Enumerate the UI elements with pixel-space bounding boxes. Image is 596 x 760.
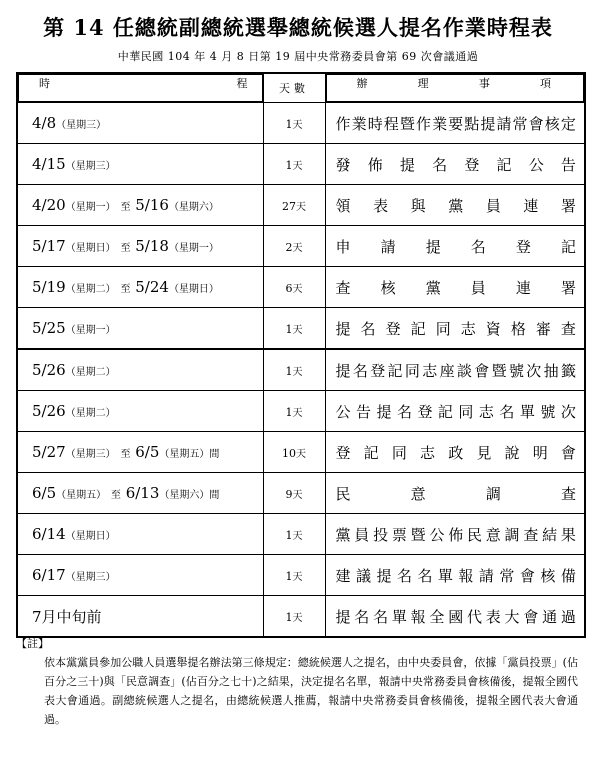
task-cell bbox=[325, 103, 585, 144]
days-number: 1 bbox=[285, 322, 293, 336]
start-date: 5/26 bbox=[32, 361, 66, 379]
period-cell bbox=[17, 144, 263, 185]
range-separator: 至 bbox=[120, 243, 131, 254]
end-date: 6/13 bbox=[125, 484, 160, 502]
header-period bbox=[18, 74, 263, 102]
footnote bbox=[16, 634, 584, 729]
end-weekday: （星期六） bbox=[168, 202, 219, 213]
days-cell bbox=[263, 514, 325, 555]
start-date: 5/27 bbox=[32, 443, 66, 461]
days-number: 1 bbox=[285, 158, 293, 172]
task-cell bbox=[325, 391, 585, 432]
period-cell bbox=[17, 432, 263, 473]
header-items-char: 事 bbox=[478, 77, 490, 90]
days-unit: 天 bbox=[292, 489, 303, 501]
start-date: 5/19 bbox=[32, 278, 66, 296]
table-row bbox=[17, 555, 585, 596]
task-cell bbox=[325, 349, 585, 391]
start-weekday: （星期日） bbox=[65, 531, 116, 542]
period-cell bbox=[17, 514, 263, 555]
start-date: 5/25 bbox=[32, 319, 66, 337]
schedule-table-body bbox=[17, 73, 585, 637]
task-cell bbox=[325, 555, 585, 596]
task-text: 公 告 提 名 登 記 同 志 名 單 號 次 bbox=[335, 402, 576, 421]
days-cell bbox=[263, 267, 325, 308]
start-weekday: （星期一） bbox=[65, 202, 116, 213]
table-header-row bbox=[17, 73, 585, 103]
page-title: 第 14 任總統副總統選舉總統候選人提名作業時程表 bbox=[43, 15, 553, 40]
start-weekday: （星期二） bbox=[65, 284, 116, 295]
days-unit: 天 bbox=[292, 407, 303, 419]
days-number: 2 bbox=[285, 240, 293, 254]
footnote-label: 【註】 bbox=[16, 637, 49, 650]
range-separator: 至 bbox=[120, 284, 131, 295]
days-cell bbox=[263, 226, 325, 267]
table-row bbox=[17, 596, 585, 638]
schedule-table bbox=[16, 72, 586, 638]
period-cell bbox=[17, 391, 263, 432]
table-row bbox=[17, 432, 585, 473]
start-weekday: （星期三） bbox=[65, 449, 116, 460]
table-row bbox=[17, 308, 585, 350]
start-date: 5/17 bbox=[32, 237, 66, 255]
end-weekday: （星期五） bbox=[159, 449, 210, 460]
range-separator: 至 bbox=[120, 449, 131, 460]
days-number: 10 bbox=[282, 446, 296, 460]
days-cell bbox=[263, 473, 325, 514]
header-items-char: 項 bbox=[539, 77, 551, 90]
days-cell bbox=[263, 144, 325, 185]
start-weekday: （星期二） bbox=[65, 408, 116, 419]
task-text: 作 業 時 程 暨 作 業 要 點 提 請 常 會 核 定 bbox=[335, 114, 576, 133]
period-cell bbox=[17, 596, 263, 638]
period-cell bbox=[17, 473, 263, 514]
task-cell bbox=[325, 596, 585, 638]
start-weekday: （星期一） bbox=[65, 325, 116, 336]
days-cell bbox=[263, 308, 325, 350]
header-period-char: 時 bbox=[39, 77, 50, 90]
task-cell bbox=[325, 226, 585, 267]
period-cell bbox=[17, 103, 263, 144]
start-weekday: （星期三） bbox=[65, 572, 116, 583]
task-text: 提 名 登 記 同 志 資 格 審 查 bbox=[335, 319, 576, 338]
days-number: 1 bbox=[285, 117, 293, 131]
days-number: 1 bbox=[285, 405, 293, 419]
period-cell bbox=[17, 185, 263, 226]
task-text: 建 議 提 名 名 單 報 請 常 會 核 備 bbox=[335, 566, 576, 585]
task-text: 領 表 與 黨 員 連 署 bbox=[335, 196, 576, 215]
table-row bbox=[17, 144, 585, 185]
table-row bbox=[17, 267, 585, 308]
days-cell bbox=[263, 103, 325, 144]
table-row bbox=[17, 473, 585, 514]
approval-subtitle: 中華民國 104 年 4 月 8 日第 19 屆中央常務委員會第 69 次會議通過 bbox=[117, 50, 479, 63]
table-row bbox=[17, 226, 585, 267]
task-cell bbox=[325, 432, 585, 473]
start-weekday: （星期日） bbox=[65, 243, 116, 254]
range-separator: 至 bbox=[110, 490, 121, 501]
header-period-char: 程 bbox=[236, 77, 248, 90]
days-number: 1 bbox=[285, 569, 293, 583]
days-unit: 天 bbox=[292, 242, 303, 254]
task-text: 登 記 同 志 政 見 說 明 會 bbox=[335, 443, 576, 462]
period-cell bbox=[17, 555, 263, 596]
days-unit: 天 bbox=[292, 160, 303, 172]
days-number: 1 bbox=[285, 364, 293, 378]
days-unit: 天 bbox=[292, 283, 303, 295]
days-unit: 天 bbox=[292, 324, 303, 336]
task-cell bbox=[325, 144, 585, 185]
end-date: 5/16 bbox=[135, 196, 169, 214]
task-text: 提 名 名 單 報 全 國 代 表 大 會 通 過 bbox=[335, 607, 576, 626]
days-unit: 天 bbox=[292, 612, 303, 624]
days-number: 1 bbox=[285, 610, 293, 624]
end-date: 6/5 bbox=[135, 443, 160, 461]
start-weekday: （星期三） bbox=[56, 120, 107, 131]
days-number: 9 bbox=[285, 487, 293, 501]
period-cell bbox=[17, 267, 263, 308]
period-cell bbox=[17, 308, 263, 350]
start-date: 6/5 bbox=[32, 484, 57, 502]
start-date: 4/15 bbox=[32, 155, 66, 173]
period-cell bbox=[17, 226, 263, 267]
days-cell bbox=[263, 555, 325, 596]
days-unit: 天 bbox=[292, 366, 303, 378]
task-cell bbox=[325, 473, 585, 514]
table-row bbox=[17, 349, 585, 391]
end-date: 5/24 bbox=[135, 278, 169, 296]
task-text: 發 佈 提 名 登 記 公 告 bbox=[335, 155, 576, 174]
header-items-char: 辦 bbox=[356, 77, 368, 90]
task-cell bbox=[325, 267, 585, 308]
days-cell bbox=[263, 349, 325, 391]
table-row bbox=[17, 514, 585, 555]
days-cell bbox=[263, 185, 325, 226]
start-weekday: （星期二） bbox=[65, 367, 116, 378]
task-text: 民 意 調 查 bbox=[335, 484, 576, 503]
task-text: 查 核 黨 員 連 署 bbox=[335, 278, 576, 297]
days-unit: 天 bbox=[292, 571, 303, 583]
end-weekday: （星期一） bbox=[168, 243, 219, 254]
start-weekday: （星期五） bbox=[56, 490, 107, 501]
days-unit: 天 bbox=[296, 448, 306, 460]
days-cell bbox=[263, 432, 325, 473]
start-date: 5/26 bbox=[32, 402, 66, 420]
days-cell bbox=[263, 596, 325, 638]
range-suffix: 間 bbox=[209, 490, 220, 501]
task-text: 申 請 提 名 登 記 bbox=[335, 237, 576, 256]
header-days: 天數 bbox=[263, 73, 325, 103]
period-cell bbox=[17, 349, 263, 391]
table-row bbox=[17, 391, 585, 432]
task-cell bbox=[325, 514, 585, 555]
start-date: 6/14 bbox=[32, 525, 66, 543]
days-unit: 天 bbox=[292, 530, 303, 542]
start-date: 7月中旬前 bbox=[32, 607, 102, 626]
end-weekday: （星期六） bbox=[159, 490, 210, 501]
header-items bbox=[326, 74, 585, 102]
days-number: 27 bbox=[282, 199, 296, 213]
days-number: 6 bbox=[285, 281, 293, 295]
start-date: 4/8 bbox=[32, 114, 57, 132]
range-separator: 至 bbox=[120, 202, 131, 213]
task-cell bbox=[325, 185, 585, 226]
days-cell bbox=[263, 391, 325, 432]
header-items-char: 理 bbox=[417, 77, 429, 90]
days-unit: 天 bbox=[292, 119, 303, 131]
task-text: 黨 員 投 票 暨 公 佈 民 意 調 查 結 果 bbox=[335, 525, 576, 544]
task-cell bbox=[325, 308, 585, 350]
range-suffix: 間 bbox=[209, 449, 220, 460]
end-weekday: （星期日） bbox=[168, 284, 219, 295]
footnote-text: 依本黨黨員參加公職人員選舉提名辦法第三條規定：總統候選人之提名，由中央委員會，依據「黨員投票」(佔百分之三十)與「民意調查」(佔百分之七十)之結果，決定提名名單，報請中央常務委員會核備後，提報全國代表大會通過。副總統候選人之提名，由總統候選人推薦，報請中央常務委員會核備後，提報全國代表大會通過。 bbox=[44, 656, 578, 726]
table-row bbox=[17, 185, 585, 226]
end-date: 5/18 bbox=[135, 237, 169, 255]
start-date: 6/17 bbox=[32, 566, 66, 584]
days-unit: 天 bbox=[296, 201, 306, 213]
start-weekday: （星期三） bbox=[65, 161, 116, 172]
table-row bbox=[17, 103, 585, 144]
days-number: 1 bbox=[285, 528, 293, 542]
start-date: 4/20 bbox=[32, 196, 66, 214]
task-text: 提 名 登 記 同 志 座 談 會 暨 號 次 抽 籤 bbox=[335, 361, 576, 380]
